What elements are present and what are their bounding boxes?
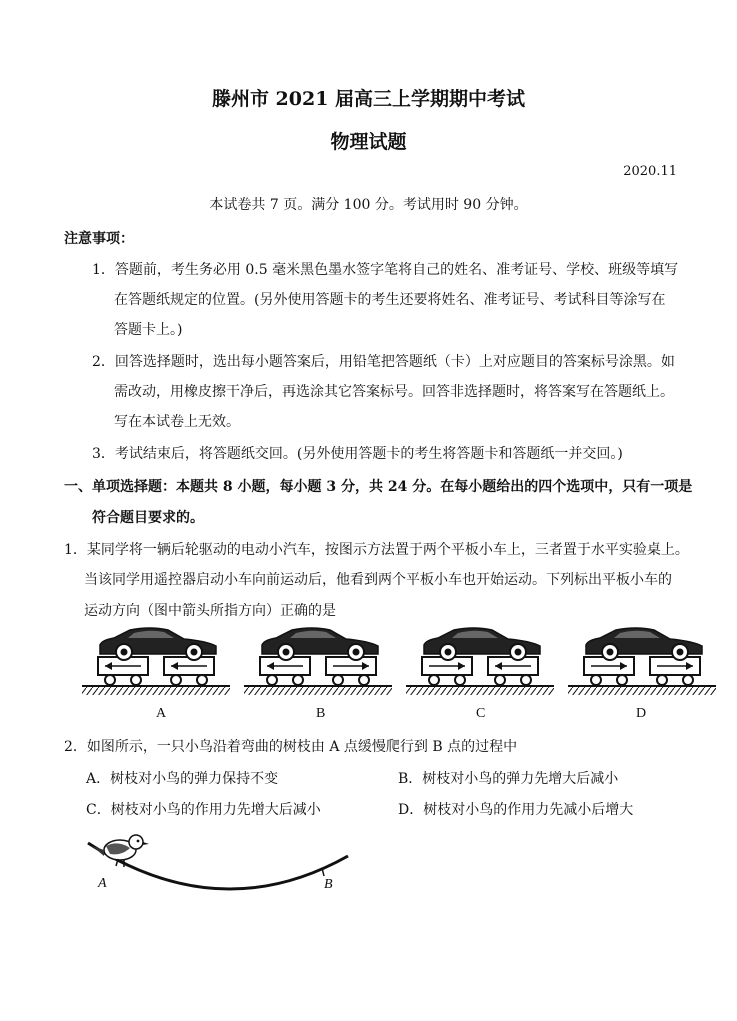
exam-info: 本试卷共 7 页。满分 100 分。考试用时 90 分钟。 (209, 197, 528, 213)
q1-stem-line-1: 1．某同学将一辆后轮驱动的电动小汽车，按图示方法置于两个平板小车上，三者置于水平实验桌上。 (64, 542, 689, 558)
notice-item-2-line-1: 2．回答选择题时，选出每小题答案后，用铅笔把答题纸（卡）上对应题目的答案标号涂黑。如 (92, 354, 675, 370)
figure-c-label: C (476, 706, 486, 721)
q1-stem-line-2: 当该同学用遥控器启动小车向前运动后，他看到两个平板小车也开始运动。下列标出平板小车的 (84, 572, 672, 588)
q2-option-c: C．树枝对小鸟的作用力先增大后减小 (86, 802, 321, 818)
notice-item-2-line-3: 写在本试卷上无效。 (114, 414, 240, 430)
figure-b-label: B (316, 706, 326, 721)
exam-title: 滕州市 2021 届高三上学期期中考试 (211, 88, 526, 110)
figure-b (244, 628, 392, 695)
point-a-label: A (98, 876, 107, 891)
figure-a (82, 628, 230, 695)
q1-stem-line-3: 运动方向（图中箭头所指方向）正确的是 (84, 603, 336, 619)
figure-c (406, 628, 554, 695)
exam-subtitle: 物理试题 (330, 131, 407, 153)
q2-option-d: D．树枝对小鸟的作用力先减小后增大 (398, 802, 634, 818)
q2-stem: 2．如图所示，一只小鸟沿着弯曲的树枝由 A 点缓慢爬行到 B 点的过程中 (64, 739, 518, 755)
point-b-label: B (324, 877, 333, 892)
q2-option-a: A．树枝对小鸟的弹力保持不变 (86, 771, 279, 787)
notice-item-2-line-2: 需改动，用橡皮擦干净后，再选涂其它答案标号。回答非选择题时，将答案写在答题纸上。 (114, 384, 674, 400)
exam-date: 2020.11 (623, 164, 677, 179)
notice-item-1-line-1: 1．答题前，考生务必用 0.5 毫米黑色墨水签字笔将自己的姓名、准考证号、学校、班级等填写 (92, 262, 679, 278)
notice-item-1-line-3: 答题卡上。) (114, 322, 183, 338)
notice-item-1-line-2: 在答题纸规定的位置。(另外使用答题卡的考生还要将姓名、准考证号、考试科目等涂写在 (114, 292, 666, 308)
q2-option-b: B．树枝对小鸟的弹力先增大后减小 (398, 771, 619, 787)
section-1-heading-line-2: 符合题目要求的。 (92, 510, 204, 526)
section-1-heading-line-1: 一、单项选择题：本题共 8 小题，每小题 3 分，共 24 分。在每小题给出的四个选项中，只有一项是 (64, 479, 693, 495)
notice-heading: 注意事项： (64, 231, 134, 247)
figure-a-label: A (156, 706, 167, 721)
q1-figures (80, 624, 720, 702)
notice-item-3-line-1: 3．考试结束后，将答题纸交回。(另外使用答题卡的考生将答题卡和答题纸一并交回。) (92, 446, 623, 462)
figure-d-label: D (636, 706, 647, 721)
q2-figure (80, 828, 360, 898)
figure-d (568, 628, 716, 695)
